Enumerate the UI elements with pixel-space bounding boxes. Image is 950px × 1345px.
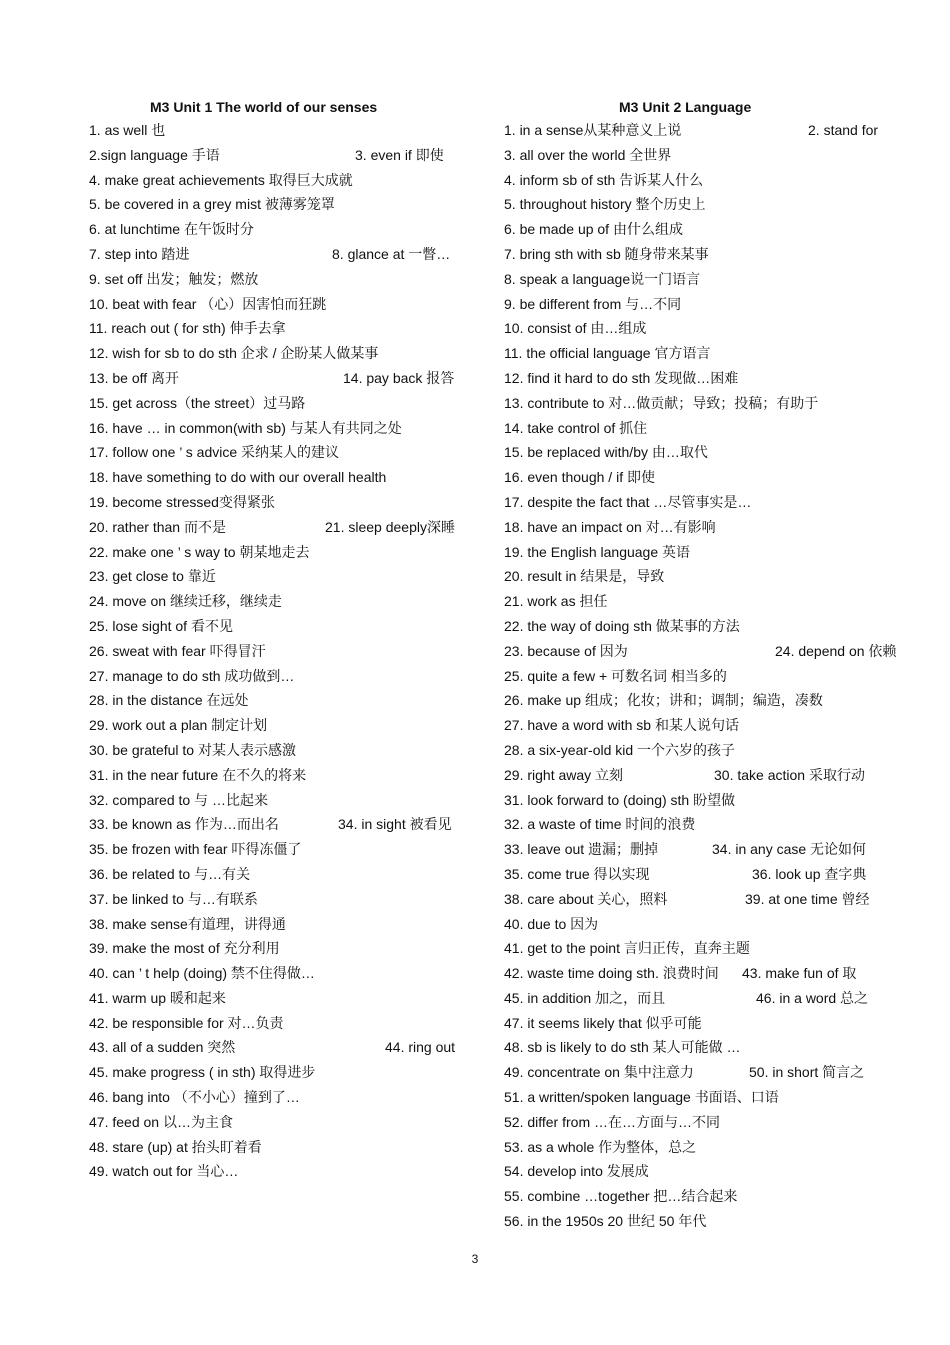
entry-text: 38. care about 关心，照料 (504, 890, 668, 907)
list-item (89, 738, 467, 763)
entry-text: 9. be different from 与…不同 (504, 295, 682, 312)
entry-text-second: 43. make fun of 取 (742, 965, 857, 982)
entry-text: 18. have an impact on 对…有影响 (504, 518, 716, 535)
entry-text: 30. be grateful to 对某人表示感激 (89, 741, 296, 758)
entry-text: 52. differ from …在…方面与…不同 (504, 1113, 721, 1130)
list-item (504, 713, 888, 738)
entry-text: 24. move on 继续迁移，继续走 (89, 593, 282, 610)
list-item (504, 366, 888, 391)
entry-text: 56. in the 1950s 20 世纪 50 年代 (504, 1213, 707, 1230)
list-item (89, 316, 467, 341)
entry-text: 37. be linked to 与…有联系 (89, 890, 258, 907)
entry-text-second: 30. take action 采取行动 (714, 766, 865, 783)
entry-text: 5. throughout history 整个历史上 (504, 196, 706, 213)
entry-text: 29. right away 立刻 (504, 766, 624, 783)
entry-text: 38. make sense有道理，讲得通 (89, 915, 286, 932)
list-item (89, 242, 467, 267)
entry-text: 40. can ’ t help (doing) 禁不住得做… (89, 965, 315, 982)
list-item (89, 540, 467, 565)
list-item (89, 1011, 467, 1036)
left-column (89, 96, 467, 1184)
entry-text: 35. be frozen with fear 吓得冻僵了 (89, 841, 302, 858)
entry-text-second: 14. pay back 报答 (343, 369, 455, 386)
entry-text: 28. in the distance 在远处 (89, 692, 249, 709)
list-item (89, 639, 467, 664)
entry-text: 15. be replaced with/by 由…取代 (504, 444, 708, 461)
entry-text: 16. even though / if 即使 (504, 469, 655, 486)
list-item (504, 217, 888, 242)
entry-text-second: 44. ring out (385, 1039, 456, 1056)
list-item (504, 936, 888, 961)
list-item (504, 986, 888, 1011)
list-item (504, 664, 888, 689)
entry-text: 32. compared to 与 …比起来 (89, 791, 268, 808)
entry-text: 33. be known as 作为…而出名 (89, 816, 279, 833)
list-item (89, 118, 467, 143)
entry-text-second: 39. at one time 曾经 (745, 890, 870, 907)
entry-text-second: 34. in any case 无论如何 (712, 841, 867, 858)
page-number: 3 (471, 1252, 479, 1266)
entry-text: 6. be made up of 由什么组成 (504, 221, 683, 238)
entry-text: 42. be responsible for 对…负责 (89, 1014, 284, 1031)
entry-text: 43. all of a sudden 突然 (89, 1039, 236, 1056)
entry-text: 47. feed on 以…为主食 (89, 1113, 233, 1130)
list-item (504, 614, 888, 639)
list-item (89, 366, 467, 391)
entry-text: 49. concentrate on 集中注意力 (504, 1064, 694, 1081)
entry-text: 8. speak a language说一门语言 (504, 270, 701, 287)
list-item (89, 986, 467, 1011)
list-item (504, 341, 888, 366)
entry-text: 48. sb is likely to do sth 某人可能做 … (504, 1039, 741, 1056)
list-item (89, 1135, 467, 1160)
list-item (89, 1159, 467, 1184)
list-item (504, 1060, 888, 1085)
entry-text-second: 50. in short 简言之 (749, 1064, 865, 1081)
entry-text: 21. work as 担任 (504, 593, 608, 610)
list-item (504, 292, 888, 317)
list-item (89, 812, 467, 837)
entry-text-second: 3. even if 即使 (355, 146, 444, 163)
entry-text-second: 46. in a word 总之 (756, 989, 869, 1006)
entry-text: 22. make one ’ s way to 朝某地走去 (89, 543, 310, 560)
list-item (89, 688, 467, 713)
list-item (504, 242, 888, 267)
list-item (504, 862, 888, 887)
entry-text: 18. have something to do with our overall health (89, 469, 387, 486)
entry-text: 27. have a word with sb 和某人说句话 (504, 717, 739, 734)
list-item (504, 961, 888, 986)
list-item (504, 837, 888, 862)
list-item (89, 440, 467, 465)
entry-text: 41. get to the point 言归正传，直奔主题 (504, 940, 750, 957)
list-item (504, 192, 888, 217)
entry-text: 45. make progress ( in sth) 取得进步 (89, 1064, 316, 1081)
entry-text: 13. be off 离开 (89, 369, 180, 386)
list-item (504, 540, 888, 565)
list-item (89, 763, 467, 788)
list-item (89, 168, 467, 193)
list-item (504, 1085, 888, 1110)
list-item (504, 118, 888, 143)
list-item (89, 837, 467, 862)
entry-text: 1. in a sense从某种意义上说 (504, 122, 682, 138)
list-item (89, 614, 467, 639)
entry-text: 48. stare (up) at 抬头盯着看 (89, 1138, 262, 1155)
entry-text: 13. contribute to 对…做贡献；导致；投稿；有助于 (504, 394, 819, 411)
list-item (89, 564, 467, 589)
entry-text: 42. waste time doing sth. 浪费时间 (504, 965, 719, 982)
right-list (504, 118, 897, 1234)
list-item (89, 341, 467, 366)
list-item (504, 1135, 888, 1160)
list-item (504, 738, 888, 763)
list-item (89, 292, 467, 317)
entry-text-second: 34. in sight 被看见 (338, 816, 452, 833)
list-item (504, 267, 888, 292)
list-item (89, 1035, 467, 1060)
entry-text: 54. develop into 发展成 (504, 1163, 649, 1180)
list-item (89, 961, 467, 986)
list-item (89, 887, 467, 912)
entry-text: 6. at lunchtime 在午饭时分 (89, 221, 254, 238)
entry-text: 7. bring sth with sb 随身带来某事 (504, 245, 709, 262)
entry-text: 7. step into 踏进 (89, 245, 190, 262)
entry-text: 10. consist of 由…组成 (504, 320, 647, 337)
entry-text: 46. bang into （不小心）撞到了… (89, 1089, 300, 1106)
entry-text: 36. be related to 与…有关 (89, 865, 251, 882)
entry-text-second: 2. stand for (808, 122, 879, 138)
entry-text: 4. inform sb of sth 告诉某人什么 (504, 171, 704, 188)
list-item (504, 515, 888, 540)
entry-text: 26. make up 组成；化妆；讲和；调制；编造，凑数 (504, 692, 823, 709)
list-item (89, 515, 467, 540)
entry-text: 4. make great achievements 取得巨大成就 (89, 171, 353, 188)
list-item (89, 267, 467, 292)
entry-text: 17. despite the fact that …尽管事实是… (504, 493, 752, 510)
list-item (504, 465, 888, 490)
left-list (89, 118, 467, 1184)
entry-text: 25. quite a few + 可数名词 相当多的 (504, 667, 727, 684)
entry-text: 31. in the near future 在不久的将来 (89, 766, 307, 783)
entry-text: 19. the English language 英语 (504, 543, 691, 560)
entry-text: 39. make the most of 充分利用 (89, 940, 280, 957)
entry-text: 28. a six-year-old kid 一个六岁的孩子 (504, 741, 736, 758)
entry-text: 25. lose sight of 看不见 (89, 617, 233, 634)
list-item (89, 391, 467, 416)
list-item (89, 1060, 467, 1085)
list-item (504, 589, 888, 614)
list-item (89, 416, 467, 441)
list-item (504, 1110, 888, 1135)
list-item (504, 490, 888, 515)
list-item (89, 788, 467, 813)
entry-text: 12. find it hard to do sth 发现做…困难 (504, 369, 739, 386)
entry-text: 51. a written/spoken language 书面语、口语 (504, 1089, 779, 1106)
entry-text: 23. get close to 靠近 (89, 568, 216, 585)
list-item (89, 912, 467, 937)
list-item (504, 1184, 888, 1209)
entry-text-second: 36. look up 查字典 (752, 865, 867, 882)
list-item (89, 192, 467, 217)
list-item (89, 862, 467, 887)
entry-text: 40. due to 因为 (504, 915, 599, 932)
list-item (89, 1085, 467, 1110)
entry-text: 14. take control of 抓住 (504, 419, 648, 436)
entry-text-second: 21. sleep deeply深睡 (325, 518, 455, 535)
left-heading: M3 Unit 1 The world of our senses (150, 99, 378, 115)
entry-text: 23. because of 因为 (504, 642, 628, 659)
list-item (89, 936, 467, 961)
entry-text: 35. come true 得以实现 (504, 865, 650, 882)
entry-text: 1. as well 也 (89, 122, 166, 138)
entry-text: 2.sign language 手语 (89, 146, 220, 163)
list-item (504, 1011, 888, 1036)
list-item (504, 316, 888, 341)
entry-text: 26. sweat with fear 吓得冒汗 (89, 642, 266, 659)
right-heading: M3 Unit 2 Language (619, 99, 752, 115)
entry-text: 41. warm up 暖和起来 (89, 989, 226, 1006)
list-item (504, 440, 888, 465)
list-item (504, 1159, 888, 1184)
list-item (504, 688, 888, 713)
list-item (504, 143, 888, 168)
entry-text: 19. become stressed变得紧张 (89, 493, 275, 510)
entry-text: 47. it seems likely that 似乎可能 (504, 1014, 702, 1031)
entry-text: 32. a waste of time 时间的浪费 (504, 816, 696, 833)
list-item (504, 391, 888, 416)
list-item (504, 1209, 888, 1234)
list-item (504, 763, 888, 788)
list-item (89, 1110, 467, 1135)
list-item (89, 713, 467, 738)
entry-text: 31. look forward to (doing) sth 盼望做 (504, 791, 736, 808)
entry-text: 9. set off 出发；触发；燃放 (89, 270, 259, 287)
list-item (504, 168, 888, 193)
entry-text: 33. leave out 遗漏；删掉 (504, 841, 659, 858)
list-item (89, 589, 467, 614)
list-item (89, 664, 467, 689)
list-item (504, 788, 888, 813)
entry-text: 11. reach out ( for sth) 伸手去拿 (89, 320, 286, 337)
entry-text-second: 8. glance at 一瞥… (332, 245, 451, 262)
list-item (89, 143, 467, 168)
entry-text: 27. manage to do sth 成功做到… (89, 667, 295, 684)
entry-text: 12. wish for sb to do sth 企求 / 企盼某人做某事 (89, 345, 379, 362)
list-item (504, 639, 897, 664)
entry-text: 17. follow one ’ s advice 采纳某人的建议 (89, 444, 340, 461)
list-item (89, 465, 467, 490)
entry-text: 29. work out a plan 制定计划 (89, 717, 268, 734)
entry-text: 10. beat with fear （心）因害怕而狂跳 (89, 295, 327, 312)
entry-text: 20. rather than 而不是 (89, 518, 226, 535)
list-item (504, 416, 888, 441)
entry-text: 16. have … in common(with sb) 与某人有共同之处 (89, 419, 402, 436)
entry-text: 20. result in 结果是，导致 (504, 568, 665, 585)
entry-text: 45. in addition 加之，而且 (504, 989, 666, 1006)
entry-text: 11. the official language 官方语言 (504, 345, 711, 362)
entry-text: 55. combine …together 把…结合起来 (504, 1188, 738, 1205)
list-item (89, 490, 467, 515)
right-column (504, 96, 897, 1234)
entry-text: 3. all over the world 全世界 (504, 146, 672, 163)
list-item (504, 887, 888, 912)
entry-text: 53. as a whole 作为整体，总之 (504, 1138, 697, 1155)
list-item (504, 564, 888, 589)
entry-text: 22. the way of doing sth 做某事的方法 (504, 617, 740, 634)
list-item (504, 912, 888, 937)
list-item (504, 1035, 888, 1060)
list-item (504, 812, 888, 837)
entry-text-second: 24. depend on 依赖 (775, 642, 897, 659)
entry-text: 5. be covered in a grey mist 被薄雾笼罩 (89, 196, 335, 213)
entry-text: 15. get across（the street）过马路 (89, 394, 306, 411)
entry-text: 49. watch out for 当心… (89, 1163, 239, 1180)
list-item (89, 217, 467, 242)
